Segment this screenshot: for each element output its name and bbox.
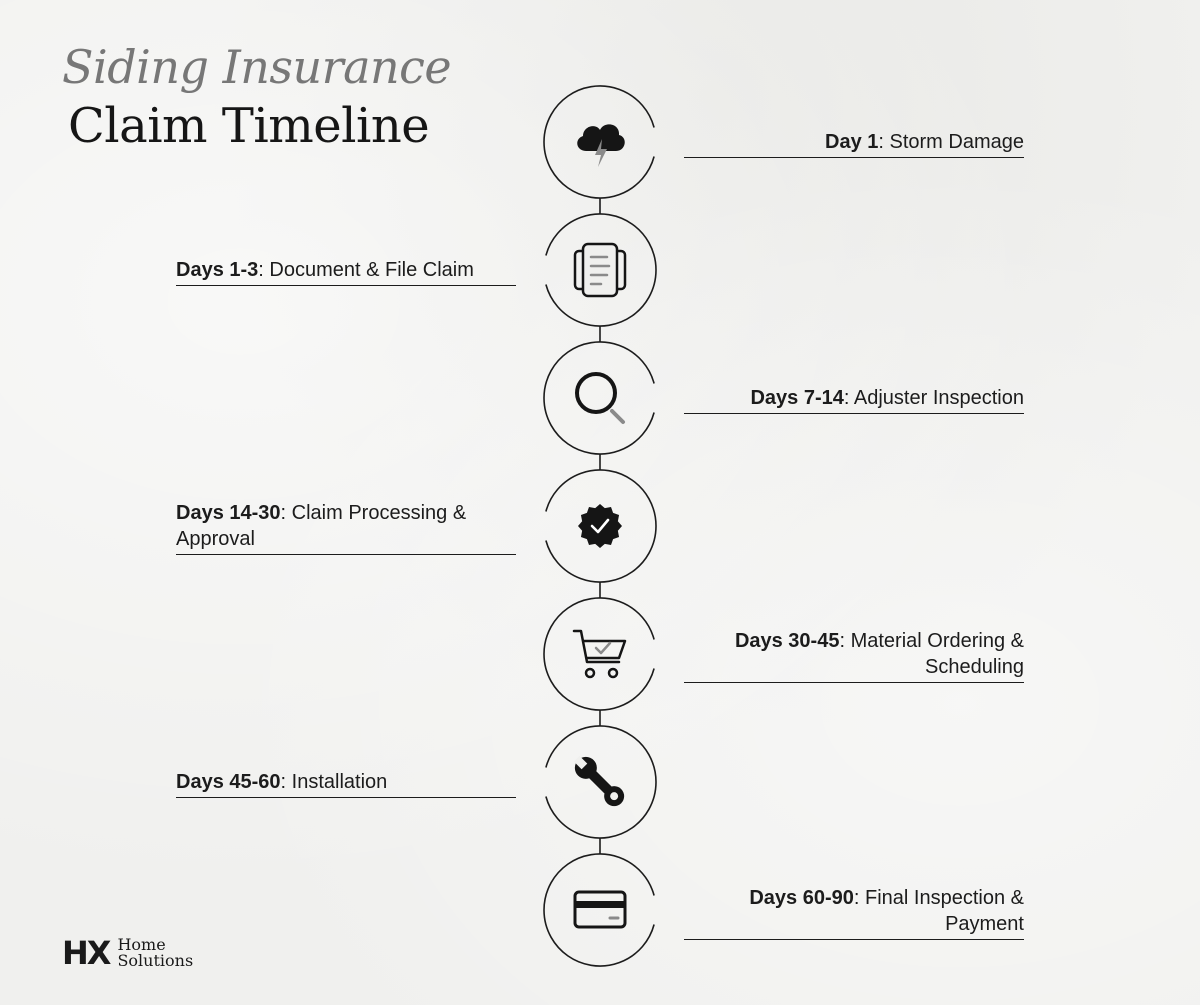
title-line-2: Claim Timeline	[68, 98, 430, 154]
logo-wordmark	[117, 937, 193, 969]
step-3-period: Days 7-14	[750, 387, 844, 409]
step-6-label: Days 45-60: Installation	[176, 769, 516, 798]
step-4-label: Days 14-30: Claim Processing & Approval	[176, 500, 516, 555]
step-6-period: Days 45-60	[176, 771, 281, 793]
step-5-text: Material Ordering & Scheduling	[850, 630, 1024, 678]
step-5-period: Days 30-45	[734, 630, 840, 652]
step-1-text: Storm Damage	[889, 131, 1024, 153]
step-2-period: Days 1-3	[176, 259, 259, 281]
step-7-period: Days 60-90	[749, 887, 854, 909]
step-6-text: Installation	[291, 771, 388, 793]
step-3-text: Adjuster Inspection	[853, 387, 1024, 409]
step-1-label: Day 1: Storm Damage	[684, 129, 1024, 158]
shopping-cart-icon	[570, 624, 630, 684]
wrench-icon	[570, 752, 630, 812]
document-icon	[570, 240, 630, 300]
credit-card-icon	[570, 880, 630, 940]
step-2-text: Document & File Claim	[269, 259, 474, 281]
logo-line-1: Home	[117, 935, 166, 954]
title-line-1: Siding Insurance	[62, 40, 452, 94]
logo-mark: HX	[62, 934, 110, 972]
logo-line-2: Solutions	[117, 951, 194, 970]
approval-badge-icon	[570, 496, 630, 556]
step-7-label: Days 60-90: Final Inspection & Payment	[684, 885, 1024, 940]
brand-logo	[62, 936, 193, 970]
step-4-period: Days 14-30	[176, 502, 281, 524]
step-2-label: Days 1-3: Document & File Claim	[176, 257, 516, 286]
magnifier-icon	[570, 368, 630, 428]
step-5-label: Days 30-45: Material Ordering & Scheduling	[684, 628, 1024, 683]
step-7-text: Final Inspection & Payment	[865, 887, 1024, 935]
step-1-period: Day 1	[825, 131, 879, 153]
storm-cloud-icon	[570, 112, 630, 172]
step-4-text: Claim Processing & Approval	[176, 502, 467, 550]
step-3-label: Days 7-14: Adjuster Inspection	[684, 385, 1024, 414]
